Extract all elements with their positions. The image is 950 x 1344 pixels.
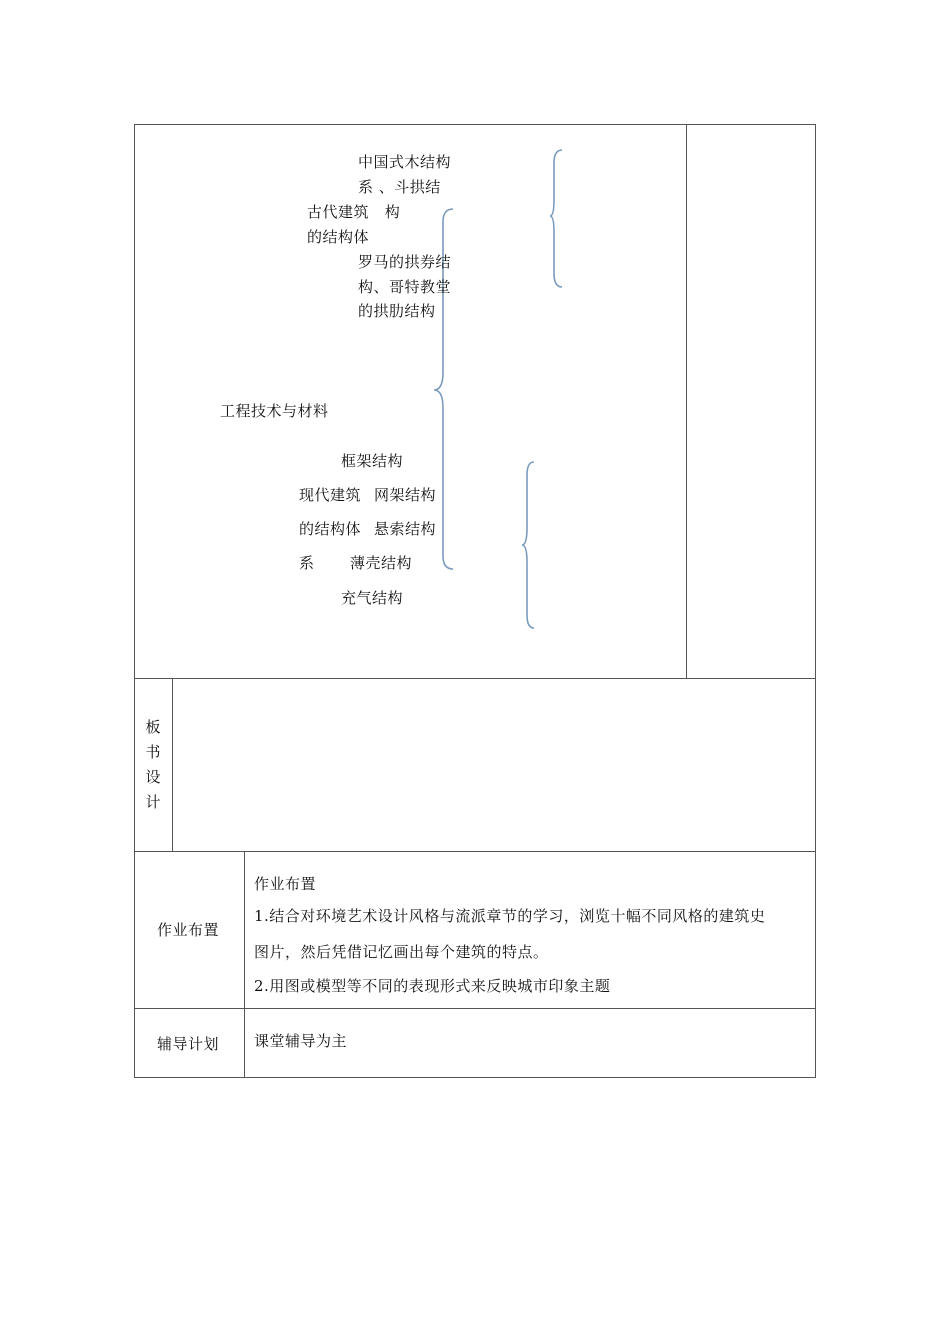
diagram-modern-item-suspension: 悬索结构 [374,520,437,538]
diagram-ancient-roman-line2: 构、哥特教堂 [358,278,452,296]
diagram-ancient-roman-line1: 罗马的拱券结 [358,253,452,271]
blackboard-label-char: 板 [145,718,161,736]
brace-ancient [550,150,562,287]
homework-item1-line2: 图片，然后凭借记忆画出每个建筑的特点。 [254,943,549,961]
diagram-modern-item-inflatable: 充气结构 [341,589,404,607]
tutoring-label: 辅导计划 [157,1035,220,1053]
diagram-modern-label-line1: 现代建筑 [299,486,362,504]
brace-modern [522,462,534,628]
diagram-ancient-chinese-line1: 中国式木结构 [358,153,452,171]
blackboard-label-char: 书 [145,743,161,761]
blackboard-label-char: 计 [145,793,161,811]
tutoring-content: 课堂辅导为主 [254,1032,348,1050]
blackboard-label-char: 设 [145,768,161,786]
diagram-ancient-roman-line3: 的拱肋结构 [358,302,436,320]
homework-item2: 2.用图或模型等不同的表现形式来反映城市印象主题 [254,977,611,995]
diagram-modern-item-shell: 薄壳结构 [350,554,413,572]
diagram-modern-label-line2: 的结构体 [299,520,362,538]
diagram-modern-label-line3: 系 [299,554,315,572]
diagram-ancient-label-line1: 古代建筑 构 [307,203,401,221]
diagram-ancient-label-line2: 的结构体 [307,228,370,246]
diagram-ancient-chinese-line2: 系 、斗拱结 [358,178,441,196]
diagram-modern-item-grid: 网架结构 [374,486,437,504]
homework-label: 作业布置 [157,921,220,939]
diagram-modern-item-frame: 框架结构 [341,452,404,470]
homework-item1-line1: 1.结合对环境艺术设计风格与流派章节的学习，浏览十幅不同风格的建筑史 [254,907,766,925]
diagram-root-label: 工程技术与材料 [220,402,329,420]
blackboard-label [143,715,163,815]
homework-title: 作业布置 [254,875,317,893]
